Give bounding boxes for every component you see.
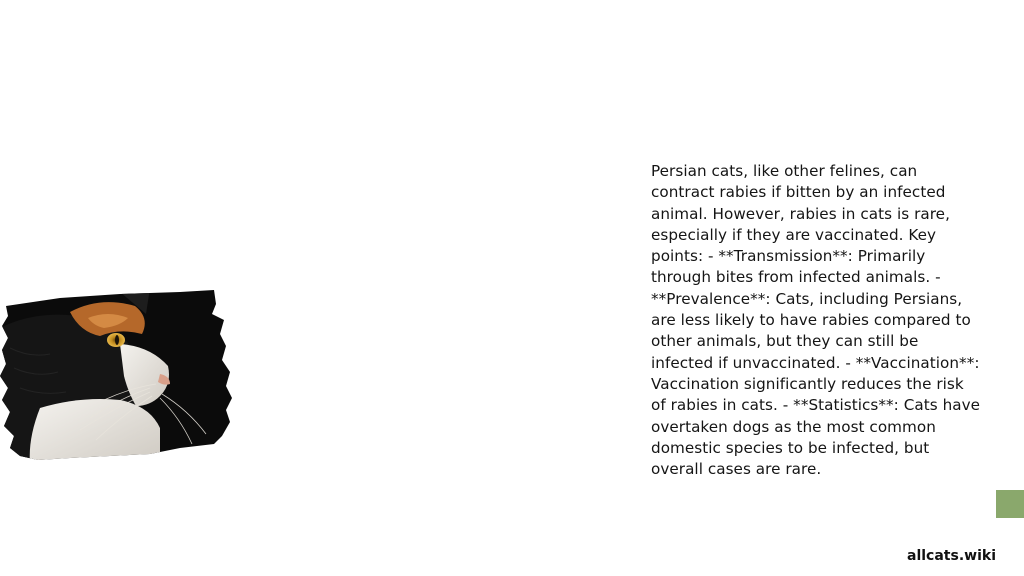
accent-square: [996, 490, 1024, 518]
body-text: Persian cats, like other felines, can contract rabies if bitten by an infected animal. However, rabies in cats is rare, especially if they are vaccinated. Key points: - **Transmission**: Primarily through bites from infected animals. - **Prevalence**: Cats, including Persians, are less likely to have rabies compared to other animals, but they can still be infected if unvaccinated. - **Vaccination**: Vaccination significantly reduces the risk of rabies in cats. - **Statistics**: Cats have overtaken dogs as the most common domestic species to be infected, but overall cases are rare.: [651, 162, 981, 479]
cat-photo: [0, 288, 232, 464]
site-name: allcats.wiki: [907, 548, 996, 564]
cat-photo-illustration: [0, 288, 232, 464]
